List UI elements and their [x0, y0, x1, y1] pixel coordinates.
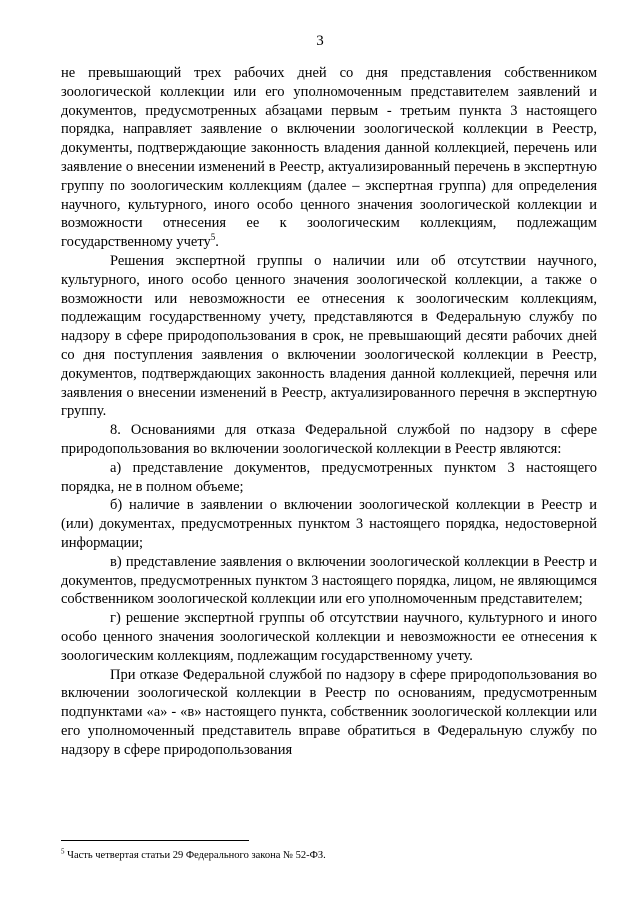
paragraph-tail: . — [215, 234, 219, 251]
footnote-text: Часть четвертая статьи 29 Федерального закона № 52-ФЗ. — [67, 850, 326, 861]
footnote-reference: 5 — [210, 232, 216, 243]
footnote-number: 5 — [61, 847, 65, 856]
document-body — [61, 64, 597, 759]
page-number: 3 — [316, 33, 324, 49]
subitem-b: б) наличие в заявлении о включении зоологической коллекции в Реестр и (или) документах, предусмотренных пунктом 3 настоящего порядка, недостоверной информации; — [61, 497, 597, 551]
subitem-g: г) решение экспертной группы об отсутствии научного, культурного и иного особо ценного значения зоологической коллекции и невозможности ее отнесения к зоологическим коллекциям, подлежащим государственному учету. — [61, 610, 597, 664]
footnote — [61, 849, 597, 862]
paragraph-expert-decisions: Решения экспертной группы о наличии или об отсутствии научного, культурного, иного особо ценного значения зоологической коллекции, а также о возможности или невозможности ее отнесения к зоологическим коллекциям, подлежащим государственному учету, представляются в Федеральную службу по надзору в сфере природопользования в срок, не превышающий десяти рабочих дней со дня поступления заявления о включении зоологической коллекции в Реестр, документов, подтверждающих законность владения данной коллекцией, перечня или заявления о внесении изменений в Реестр, актуализированного перечня в экспертную группу. — [61, 252, 597, 420]
paragraph-continuation — [61, 64, 597, 252]
subitem-a: а) представление документов, предусмотренных пунктом 3 настоящего порядка, не в полном объеме; — [61, 459, 597, 495]
footnote-separator — [61, 840, 249, 841]
paragraph-refusal: При отказе Федеральной службой по надзору в сфере природопользования во включении зоологической коллекции в Реестр по основаниям, предусмотренным подпунктами «а» - «в» настоящего пункта, собственник зоологической коллекции или его уполномоченный представитель вправе обратиться в Федеральную службу по надзору в сфере природопользования — [61, 666, 597, 758]
paragraph-text: не превышающий трех рабочих дней со дня представления собственником зоологической коллекции или его уполномоченным представителем заявлений и документов, предусмотренных абзацами первым - третьим пункта 3 настоящего порядка, направляет заявление о включении зоологической коллекции в Реестр, документы, подтверждающие законность владения данной коллекцией, перечень или заявление о внесении изменений в Реестр, актуализированный перечень в экспертную группу по зоологическим коллекциям (далее – экспертная группа) для определения научного, культурного, иного особо ценного значения зоологической коллекции и возможности отнесения ее к зоологическим коллекциям, подлежащим государственному учету — [61, 65, 597, 251]
subitem-v: в) представление заявления о включении зоологической коллекции в Реестр и документов, предусмотренных пунктом 3 настоящего порядка, лицом, не являющимся собственником зоологической коллекции или его уполномоченным представителем; — [61, 553, 597, 608]
paragraph-item-8: 8. Основаниями для отказа Федеральной службой по надзору в сфере природопользования во включении зоологической коллекции в Реестр являются: — [61, 422, 597, 457]
